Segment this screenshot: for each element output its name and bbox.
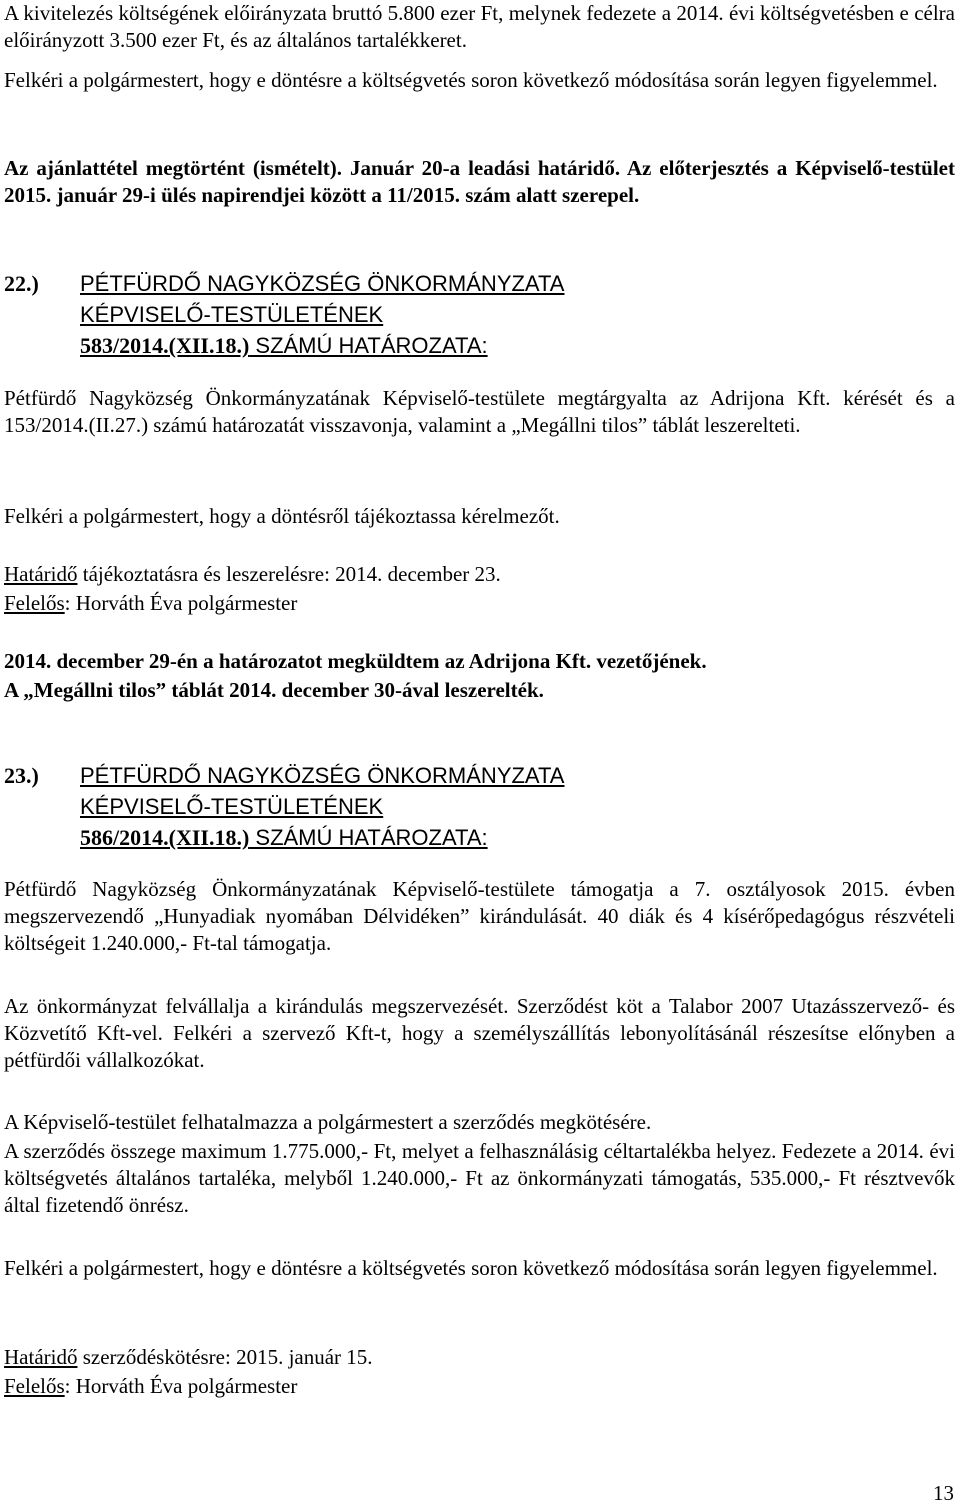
heading-line-2: KÉPVISELŐ-TESTÜLETÉNEK bbox=[80, 794, 384, 819]
heading-line-3: SZÁMÚ HATÁROZATA: bbox=[249, 825, 488, 850]
deadline-text: tájékoztatásra és leszerelésre: 2014. december 23. bbox=[77, 562, 501, 586]
resolution-22-deadline bbox=[4, 561, 955, 588]
resolution-number: 23.) bbox=[4, 763, 39, 788]
heading-line-3: SZÁMÚ HATÁROZATA: bbox=[249, 333, 488, 358]
resolution-22-note-1: 2014. december 29-én a határozatot megküldtem az Adrijona Kft. vezetőjének. bbox=[4, 649, 707, 673]
bid-status-paragraph: Az ajánlattétel megtörtént (ismételt). Január 20-a leadási határidő. Az előterjesztés a Képviselő-testület 2015. január 29-i ülés napirendjei között a 11/2015. szám alatt szerepel. bbox=[4, 156, 955, 207]
heading-line-1: PÉTFÜRDŐ NAGYKÖZSÉG ÖNKORMÁNYZATA bbox=[80, 271, 565, 296]
resolution-23-responsible bbox=[4, 1373, 955, 1400]
heading-line-2: KÉPVISELŐ-TESTÜLETÉNEK bbox=[80, 302, 384, 327]
resolution-id: 583/2014.(XII.18.) bbox=[80, 333, 250, 358]
resolution-22-heading bbox=[4, 268, 955, 361]
resolution-22-note-2: A „Megállni tilos” táblát 2014. december 30-ával leszerelték. bbox=[4, 678, 544, 702]
deadline-text: szerződéskötésre: 2015. január 15. bbox=[77, 1345, 373, 1369]
deadline-label: Határidő bbox=[4, 562, 78, 586]
responsible-label: Felelős bbox=[4, 1374, 65, 1398]
responsible-text: : Horváth Éva polgármester bbox=[64, 1374, 298, 1398]
resolution-23-body: Pétfürdő Nagyközség Önkormányzatának Képviselő-testülete támogatja a 7. osztályosok 2015. évben megszervezendő „Hunyadiak nyomában Délvidéken” kirándulását. 40 diák és 4 kísérőpedagógus részvételi költségeit 1.240.000,- Ft-tal támogatja. bbox=[4, 877, 955, 955]
resolution-id: 586/2014.(XII.18.) bbox=[80, 825, 250, 850]
resolution-23-organization: Az önkormányzat felvállalja a kirándulás megszervezését. Szerződést köt a Talabor 2007 Utazásszervező- és Közvetítő Kft-vel. Felkéri a szervező Kft-t, hogy a személyszállítás lebonyolításánál részesítse előnyben a pétfürdői vállalkozókat. bbox=[4, 994, 955, 1072]
request-paragraph: Felkéri a polgármestert, hogy e döntésre a költségvetés soron következő módosítása során legyen figyelemmel. bbox=[4, 68, 938, 92]
resolution-22-responsible bbox=[4, 590, 955, 617]
deadline-label: Határidő bbox=[4, 1345, 78, 1369]
resolution-number: 22.) bbox=[4, 271, 39, 296]
page-number: 13 bbox=[933, 1481, 954, 1505]
resolution-23-contract-amount: A szerződés összege maximum 1.775.000,- Ft, melyet a felhasználásig céltartalékba helyez. Fedezete a 2014. évi költségvetés általános tartaléka, melyből 1.240.000,- Ft az önkormányzati támogatás, 535.000,- Ft résztvevők által fizetendő önrész. bbox=[4, 1139, 955, 1217]
resolution-22-request: Felkéri a polgármestert, hogy a döntésről tájékoztassa kérelmezőt. bbox=[4, 504, 560, 528]
resolution-23-request: Felkéri a polgármestert, hogy e döntésre a költségvetés soron következő módosítása során legyen figyelemmel. bbox=[4, 1256, 938, 1280]
resolution-23-heading bbox=[4, 760, 955, 853]
budget-paragraph: A kivitelezés költségének előirányzata bruttó 5.800 ezer Ft, melynek fedezete a 2014. évi költségvetésben e célra előirányzott 3.500 ezer Ft, és az általános tartalékkeret. bbox=[4, 1, 955, 52]
responsible-label: Felelős bbox=[4, 591, 65, 615]
heading-line-1: PÉTFÜRDŐ NAGYKÖZSÉG ÖNKORMÁNYZATA bbox=[80, 763, 565, 788]
resolution-22-body: Pétfürdő Nagyközség Önkormányzatának Képviselő-testülete megtárgyalta az Adrijona Kft. kérését és a 153/2014.(II.27.) számú határozatát visszavonja, valamint a „Megállni tilos” táblát leszerelteti. bbox=[4, 386, 955, 437]
responsible-text: : Horváth Éva polgármester bbox=[64, 591, 298, 615]
resolution-23-authorization: A Képviselő-testület felhatalmazza a polgármestert a szerződés megkötésére. bbox=[4, 1110, 652, 1134]
resolution-23-deadline bbox=[4, 1344, 955, 1371]
